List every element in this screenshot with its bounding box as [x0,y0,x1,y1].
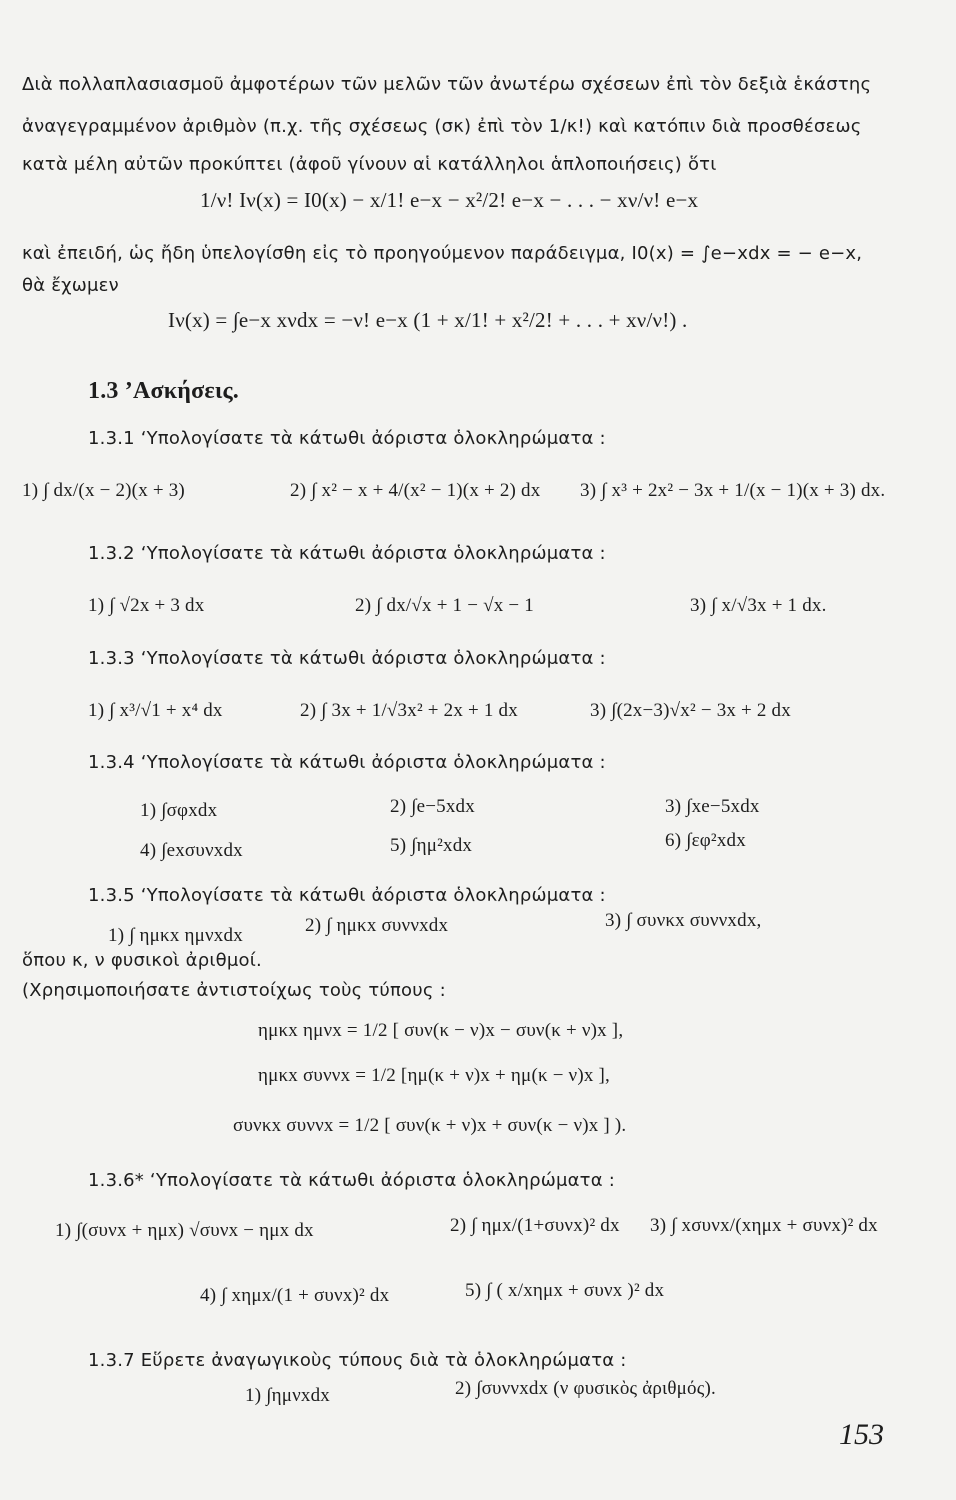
exercise-1-item-3: 3) ∫ x³ + 2x² − 3x + 1/(x − 1)(x + 3) dx. [580,480,886,501]
exercise-7-item-1: 1) ∫ημνxdx [245,1385,330,1406]
exercise-4-item-4: 4) ∫exσυνxdx [140,840,243,861]
exercise-2-item-1: 1) ∫ √2x + 3 dx [88,595,205,616]
exercise-5-formula-1: ημκx ημνx = 1/2 [ συν(κ − ν)x − συν(κ + ν)x ], [258,1020,624,1041]
exercise-6-item-4: 4) ∫ xημx/(1 + συνx)² dx [200,1285,390,1306]
exercise-4-heading: 1.3.4 ‘Υπολογίσατε τὰ κάτωθι ἀόριστα ὁλοκληρώματα : [88,752,606,773]
paragraph-line-1: Διὰ πολλαπλασιασμοῦ ἀμφοτέρων τῶν μελῶν τῶν ἀνωτέρω σχέσεων ἐπὶ τὸν δεξιὰ ἑκάστης [22,74,872,95]
exercise-2-heading: 1.3.2 ‘Υπολογίσατε τὰ κάτωθι ἀόριστα ὁλοκληρώματα : [88,543,606,564]
exercise-3-heading: 1.3.3 ‘Υπολογίσατε τὰ κάτωθι ἀόριστα ὁλοκληρώματα : [88,648,606,669]
exercise-2-item-2: 2) ∫ dx/√x + 1 − √x − 1 [355,595,534,616]
section-title: 1.3 ’Ασκήσεις. [88,378,240,404]
exercise-2-item-3: 3) ∫ x/√3x + 1 dx. [690,595,827,616]
equation-1: 1/ν! Iν(x) = I0(x) − x/1! e−x − x²/2! e−x − . . . − xν/ν! e−x [200,188,699,212]
paragraph-line-5: θὰ ἔχωμεν [22,275,119,296]
exercise-6-item-3: 3) ∫ xσυνx/(xημx + συνx)² dx [650,1215,878,1236]
exercise-5-heading: 1.3.5 ‘Υπολογίσατε τὰ κάτωθι ἀόριστα ὁλοκληρώματα : [88,885,606,906]
exercise-5-formula-3: συνκx συννx = 1/2 [ συν(κ + ν)x + συν(κ − ν)x ] ). [233,1115,627,1136]
exercise-4-item-1: 1) ∫σφxdx [140,800,218,821]
exercise-7-item-2: 2) ∫συννxdx (ν φυσικὸς ἀριθμός). [455,1378,716,1399]
paragraph-line-3: κατὰ μέλη αὐτῶν προκύπτει (ἀφοῦ γίνουν αἱ κατάλληλοι ἁπλοποιήσεις) ὅτι [22,154,717,175]
exercise-5-item-2: 2) ∫ ημκx συννxdx [305,915,449,936]
paragraph-line-4: καὶ ἐπειδή, ὡς ἤδη ὑπελογίσθη εἰς τὸ προηγούμενον παράδειγμα, I0(x) = ∫e−xdx = − e−x, [22,243,863,264]
exercise-1-item-2: 2) ∫ x² − x + 4/(x² − 1)(x + 2) dx [290,480,541,501]
exercise-4-item-3: 3) ∫xe−5xdx [665,796,760,817]
exercise-6-item-2: 2) ∫ ημx/(1+συνx)² dx [450,1215,620,1236]
exercise-7-heading: 1.3.7 Εὕρετε ἀναγωγικοὺς τύπους διὰ τὰ ὁλοκληρώματα : [88,1350,627,1371]
paragraph-line-2: ἀναγεγραμμένον ἀριθμὸν (π.χ. τῆς σχέσεως (σκ) ἐπὶ τὸν 1/κ!) καὶ κατόπιν διὰ προσθέσεως [22,116,862,137]
exercise-1-heading: 1.3.1 ‘Υπολογίσατε τὰ κάτωθι ἀόριστα ὁλοκληρώματα : [88,428,606,449]
exercise-5-item-3: 3) ∫ συνκx συννxdx, [605,910,762,931]
exercise-4-item-2: 2) ∫e−5xdx [390,796,475,817]
exercise-6-item-5: 5) ∫ ( x/xημx + συνx )² dx [465,1280,665,1301]
equation-2: Iν(x) = ∫e−x xνdx = −ν! e−x (1 + x/1! + x²/2! + . . . + xν/ν!) . [168,308,688,332]
exercise-6-item-1: 1) ∫(συνx + ημx) √συνx − ημx dx [55,1220,314,1241]
exercise-5-note-1: ὅπου κ, ν φυσικοὶ ἀριθμοί. [22,950,262,971]
exercise-4-item-6: 6) ∫εφ²xdx [665,830,746,851]
exercise-6-heading: 1.3.6* ‘Υπολογίσατε τὰ κάτωθι ἀόριστα ὁλοκληρώματα : [88,1170,615,1191]
exercise-3-item-1: 1) ∫ x³/√1 + x⁴ dx [88,700,223,721]
exercise-5-formula-2: ημκx συννx = 1/2 [ημ(κ + ν)x + ημ(κ − ν)x ], [258,1065,611,1086]
exercise-1-item-1: 1) ∫ dx/(x − 2)(x + 3) [22,480,185,501]
exercise-3-item-2: 2) ∫ 3x + 1/√3x² + 2x + 1 dx [300,700,518,721]
exercise-4-item-5: 5) ∫ημ²xdx [390,835,473,856]
exercise-5-note-2: (Χρησιμοποιήσατε ἀντιστοίχως τοὺς τύπους : [22,980,446,1001]
exercise-5-item-1: 1) ∫ ημκx ημνxdx [108,925,243,946]
page-number: 153 [839,1418,884,1451]
exercise-3-item-3: 3) ∫(2x−3)√x² − 3x + 2 dx [590,700,791,721]
